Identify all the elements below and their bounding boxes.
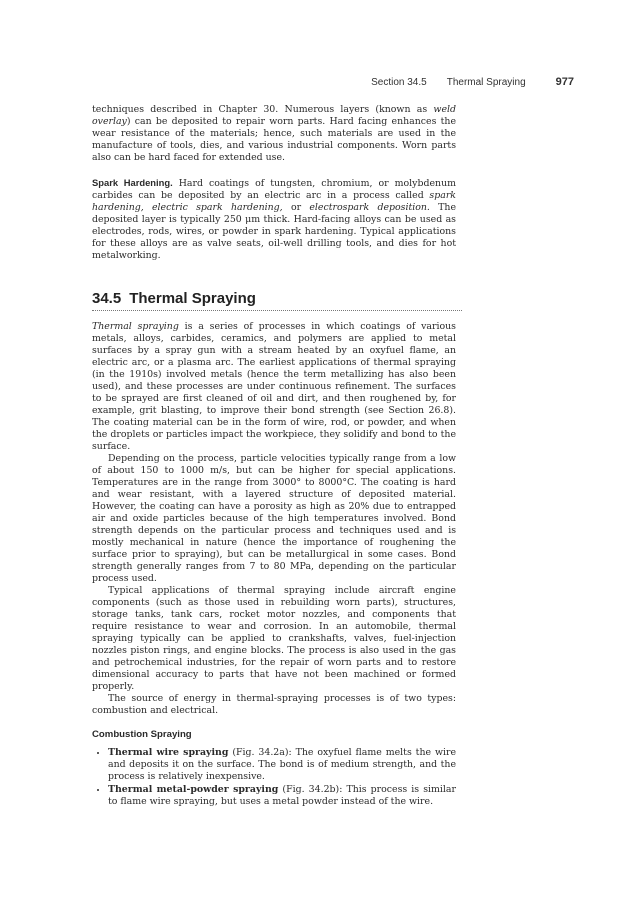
spark-italic-terms: spark hardening, electric spark hardening, — [92, 190, 456, 213]
list-item-text: (Fig. 34.2a): The oxyfuel flame melts the wire and deposits it on the surface. The bond is of medium strength, and the process is relatively inexpensive. — [108, 747, 456, 782]
list-item-text: (Fig. 34.2b): This process is similar to flame wire spraying, but uses a metal powder instead of the wire. — [108, 784, 456, 807]
list-item-term: Thermal wire spraying — [108, 747, 229, 758]
page-number: 977 — [555, 76, 574, 88]
paragraph-1 — [92, 321, 456, 453]
paragraph-4: The source of energy in thermal-spraying processes is of two types: combustion and electrical. — [92, 693, 456, 716]
spark-hardening-heading: Spark Hardening. — [92, 177, 173, 188]
list-item-term: Thermal metal-powder spraying — [108, 784, 279, 795]
spark-text-1: Hard coatings of tungsten, chromium, or molybdenum carbides can be deposited by an electric arc in a process called — [92, 178, 456, 201]
running-header — [371, 76, 574, 88]
spark-text-3: The deposited layer is typically 250 μm thick. Hard-facing alloys can be used as electrodes, rods, wires, or powder in spark hardening. Typical applications for these alloys are as valve seats, oil-well drilling tools, and dies for hot metalworking. — [92, 202, 456, 261]
spark-text-2: or — [282, 202, 310, 213]
paragraph-2: Depending on the process, particle velocities typically range from a low of about 150 to 1000 m/s, but can be higher for special applications. Temperatures are in the range from 3000° to 8000°C. The coating is hard and wear resistant, with a layered structure of deposited material. However, the coating can have a porosity as high as 20% due to entrapped air and oxide particles because of the high temperatures involved. Bond strength depends on the particular process and techniques used and is mostly mechanical in nature (hence the importance of roughening the surface prior to spraying), but can be metallurgical in some cases. Bond strength generally ranges from 7 to 80 MPa, depending on the particular process used. — [92, 453, 456, 584]
header-section-number: Section 34.5 — [371, 77, 427, 88]
paragraph-3: Typical applications of thermal spraying include aircraft engine components (such as those used in rebuilding worn parts), structures, storage tanks, tank cars, rocket motor nozzles, and components that require resistance to wear and corrosion. In an automobile, thermal spraying typically can be applied to crankshafts, valves, fuel-injection nozzles piston rings, and engine blocks. The process is also used in the gas and petrochemical industries, for the repair of worn parts and to restore dimensional accuracy to parts that have not been machined or formed properly. — [92, 585, 456, 692]
combustion-spraying-heading: Combustion Spraying — [92, 729, 192, 740]
intro-text-1: techniques described in Chapter 30. Numerous layers (known as — [92, 104, 434, 115]
paragraph-1-text: is a series of processes in which coatings of various metals, alloys, carbides, ceramics, and polymers are applied to metal surfaces by a spray gun with a stream heated by an oxyfuel flame, an electric arc, or a plasma arc. The earliest applications of thermal spraying (in the 1910s) involved metals (hence the term metallizing has also been used), and these processes are under continuous refinement. The surfaces to be sprayed are first cleaned of oil and dirt, and then roughened by, for example, grit blasting, to improve their bond strength (see Section 26.8). The coating material can be in the form of wire, rod, or powder, and when the droplets or particles impact the workpiece, they solidify and bond to the surface. — [92, 321, 456, 452]
page-body — [92, 104, 456, 809]
section-heading — [92, 290, 462, 311]
spark-hardening-paragraph — [92, 177, 456, 262]
section-title: Thermal Spraying — [129, 290, 256, 307]
section-number: 34.5 — [92, 290, 122, 307]
intro-paragraph — [92, 104, 456, 164]
thermal-spraying-term: Thermal spraying — [92, 321, 179, 332]
header-title: Thermal Spraying — [446, 77, 526, 88]
list-item — [108, 747, 456, 783]
spark-italic-term-2: electrospark deposition. — [309, 202, 430, 213]
intro-text-2: ) can be deposited to repair worn parts. Hard facing enhances the wear resistance of the materials; hence, such materials are used in the manufacture of tools, dies, and various industrial components. Worn parts also can be hard faced for extended use. — [92, 116, 456, 163]
list-item — [108, 784, 456, 808]
intro-italic-term: weld overlay — [92, 104, 456, 127]
combustion-list — [92, 747, 456, 808]
